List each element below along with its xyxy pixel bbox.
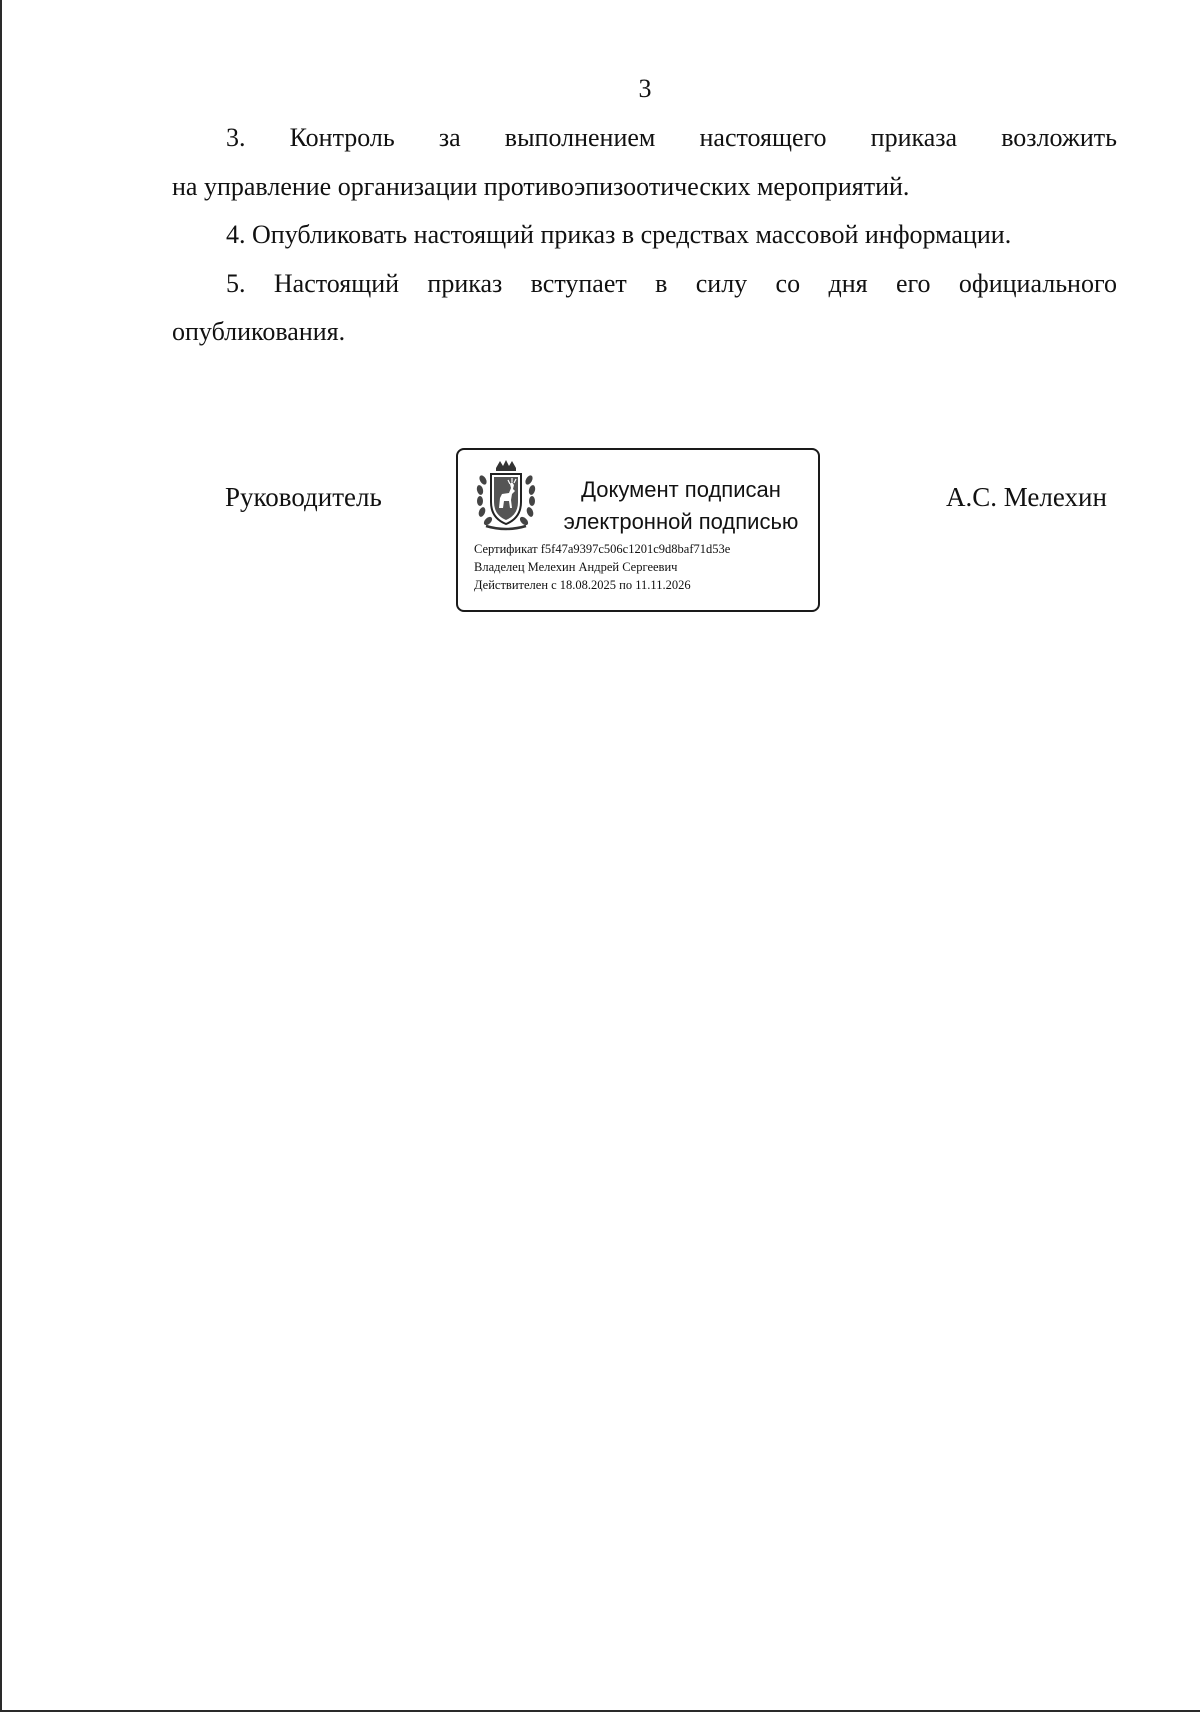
paragraph-4: 4. Опубликовать настоящий приказ в средствах массовой информации. [226, 220, 1012, 249]
paragraph-5-rest: опубликования. [172, 317, 346, 346]
esig-details [474, 540, 730, 594]
paragraph-3 [172, 114, 1117, 211]
esig-validity: Действителен с 18.08.2025 по 11.11.2026 [474, 578, 691, 592]
esig-heading-line1: Документ подписан [581, 477, 781, 502]
coat-of-arms-icon [474, 458, 538, 532]
electronic-signature-stamp [456, 448, 820, 612]
esig-heading-line2: электронной подписью [563, 509, 799, 534]
signer-title: Руководитель [225, 482, 382, 512]
esig-certificate: Сертификат f5f47a9397c506c1201c9d8baf71d53e [474, 542, 731, 556]
paragraph-3-rest: на управление организации противоэпизоотических мероприятий. [172, 171, 910, 201]
paragraph-3-first-line: 3. Контроль за выполнением настоящего приказа возложить [226, 123, 1117, 152]
esig-owner: Владелец Мелехин Андрей Сергеевич [474, 560, 678, 574]
signer-name: А.С. Мелехин [946, 482, 1107, 512]
esig-heading [550, 474, 812, 538]
document-body [172, 114, 1117, 357]
paragraph-5-first-line: 5. Настоящий приказ вступает в силу со дня его официального [226, 268, 1117, 298]
scan-left-edge [0, 0, 2, 1712]
paragraph-5 [172, 260, 1117, 357]
page-number: 3 [638, 74, 652, 103]
